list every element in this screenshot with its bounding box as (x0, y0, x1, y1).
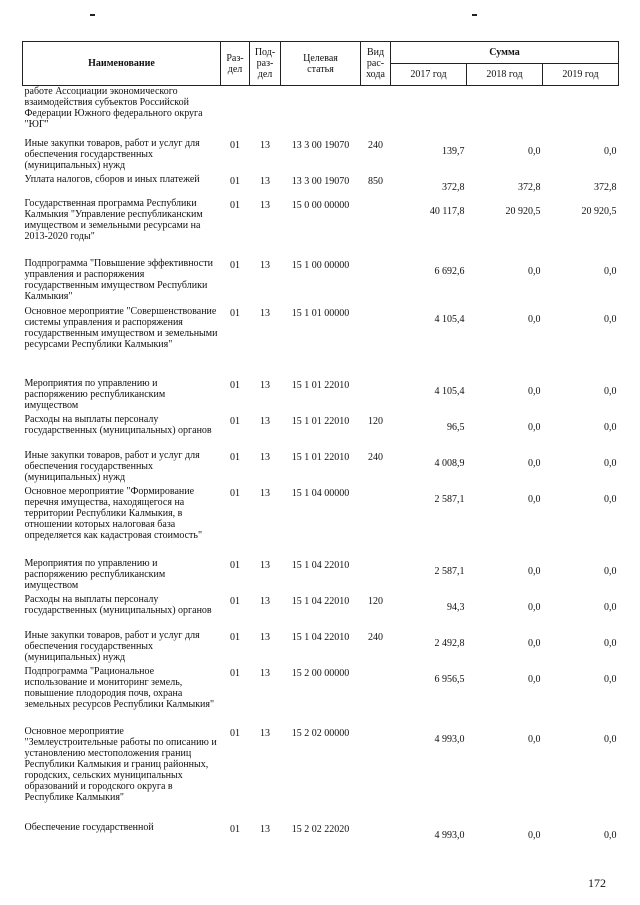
row-sum-2018: 0,0 (528, 457, 541, 469)
row-vid (361, 558, 391, 594)
row-sum-2018: 20 920,5 (505, 205, 541, 217)
row-vid (361, 822, 391, 841)
row-sum-2019: 0,0 (604, 565, 617, 577)
row-sum-2019: 0,0 (604, 313, 617, 325)
table-row (23, 486, 619, 558)
row-sum-2018: 0,0 (528, 385, 541, 397)
row-razdel: 01 (230, 415, 240, 427)
row-podrazdel: 13 (260, 451, 270, 463)
row-target: 15 2 00 00000 (291, 667, 350, 679)
row-target: 15 1 04 22010 (291, 595, 350, 607)
row-sum-2017: 2 492,8 (434, 637, 465, 649)
row-sum-2019: 0,0 (604, 601, 617, 613)
row-razdel: 01 (230, 727, 240, 739)
row-name: Иные закупки товаров, работ и услуг для обеспечения государственных (муниципальных) нужд (24, 449, 200, 483)
row-name: Расходы на выплаты персоналу государственных (муниципальных) органов (24, 413, 212, 436)
row-vid: 240 (368, 451, 383, 463)
row-podrazdel: 13 (260, 199, 270, 211)
row-podrazdel (250, 86, 281, 138)
row-vid (361, 486, 391, 558)
table-row (23, 258, 619, 306)
row-sum-2018: 0,0 (528, 421, 541, 433)
row-sum-2019: 0,0 (604, 733, 617, 745)
row-razdel (221, 86, 250, 138)
row-sum-2019: 20 920,5 (581, 205, 617, 217)
row-sum-2017: 6 956,5 (434, 673, 465, 685)
row-name: Основное мероприятие "Формирование перечня имущества, находящегося на территории Республики Калмыкия, в отношении которых налоговая база определяется как кадастровая стоимость" (24, 485, 203, 541)
row-sum-2017: 372,8 (442, 181, 465, 193)
row-sum-2019: 372,8 (594, 181, 617, 193)
row-target: 15 1 01 22010 (291, 451, 350, 463)
row-podrazdel: 13 (260, 727, 270, 739)
row-vid: 120 (368, 595, 383, 607)
table-row (23, 630, 619, 666)
row-sum-2018: 372,8 (518, 181, 541, 193)
row-vid (361, 666, 391, 726)
header-vid: Вид рас- хода (361, 42, 391, 86)
header-2017: 2017 год (391, 64, 467, 86)
row-sum-2019: 0,0 (604, 493, 617, 505)
header-razdel: Раз- дел (221, 42, 250, 86)
row-name: Обеспечение государственной (24, 821, 154, 833)
row-name: Мероприятия по управлению и распоряжению республиканским имуществом (24, 377, 166, 411)
row-name: Уплата налогов, сборов и иных платежей (24, 173, 200, 185)
row-target: 15 2 02 00000 (291, 727, 350, 739)
table-row (23, 198, 619, 258)
header-target: Целевая статья (281, 42, 361, 86)
row-sum-2017 (391, 86, 467, 138)
row-podrazdel: 13 (260, 175, 270, 187)
row-target: 15 2 02 22020 (291, 823, 350, 835)
row-sum-2018: 0,0 (528, 265, 541, 277)
row-vid (361, 306, 391, 378)
row-name: Государственная программа Республики Калмыкия "Управление республиканским имуществом и земельными ресурсами на 2013-2020 годы" (24, 197, 203, 242)
header-2018: 2018 год (467, 64, 543, 86)
row-name: Иные закупки товаров, работ и услуг для обеспечения государственных (муниципальных) нужд (24, 137, 200, 171)
row-podrazdel: 13 (260, 139, 270, 151)
row-sum-2018: 0,0 (528, 733, 541, 745)
row-sum-2017: 96,5 (447, 421, 465, 433)
row-sum-2019: 0,0 (604, 673, 617, 685)
row-sum-2017: 4 105,4 (434, 313, 465, 325)
row-sum-2019: 0,0 (604, 829, 617, 841)
row-sum-2018: 0,0 (528, 565, 541, 577)
row-sum-2018: 0,0 (528, 145, 541, 157)
row-sum-2019: 0,0 (604, 637, 617, 649)
row-podrazdel: 13 (260, 559, 270, 571)
row-target: 13 3 00 19070 (291, 139, 350, 151)
scan-mark (90, 14, 95, 16)
row-vid: 850 (368, 175, 383, 187)
row-name: Основное мероприятие "Землеустроительные работы по описанию и установлению местоположения границ Республики Калмыкия и границ районных, городских, сельских муниципальных образований и городского округа в Республике Калмыкия" (24, 725, 217, 803)
row-sum-2018: 0,0 (528, 601, 541, 613)
row-name: работе Ассоциации экономического взаимодействия субъектов Российской Федерации Южного федерального округа "ЮГ" (24, 86, 203, 130)
row-sum-2018: 0,0 (528, 829, 541, 841)
row-razdel: 01 (230, 595, 240, 607)
row-vid (361, 258, 391, 306)
row-sum-2017: 40 117,8 (429, 205, 465, 217)
row-sum-2017: 2 587,1 (434, 565, 465, 577)
row-name: Иные закупки товаров, работ и услуг для обеспечения государственных (муниципальных) нужд (24, 629, 200, 663)
row-name: Основное мероприятие "Совершенствование системы управления и распоряжения государственным имуществом и земельными ресурсами Республики Калмыкия" (24, 305, 218, 350)
header-podrazdel: Под- раз- дел (250, 42, 281, 86)
row-podrazdel: 13 (260, 823, 270, 835)
row-sum-2017: 139,7 (442, 145, 465, 157)
table-row (23, 450, 619, 486)
row-razdel: 01 (230, 667, 240, 679)
row-razdel: 01 (230, 259, 240, 271)
table-row (23, 666, 619, 726)
row-podrazdel: 13 (260, 307, 270, 319)
row-vid: 240 (368, 139, 383, 151)
table-row (23, 414, 619, 450)
row-podrazdel: 13 (260, 595, 270, 607)
row-sum-2019: 0,0 (604, 421, 617, 433)
row-razdel: 01 (230, 379, 240, 391)
row-target: 15 1 04 22010 (291, 559, 350, 571)
row-razdel: 01 (230, 559, 240, 571)
row-sum-2017: 94,3 (447, 601, 465, 613)
budget-table (22, 41, 619, 841)
row-name: Расходы на выплаты персоналу государственных (муниципальных) органов (24, 593, 212, 616)
row-sum-2017: 2 587,1 (434, 493, 465, 505)
row-target: 15 1 01 00000 (291, 307, 350, 319)
row-podrazdel: 13 (260, 415, 270, 427)
row-target: 15 1 01 22010 (291, 415, 350, 427)
table-row (23, 726, 619, 822)
row-razdel: 01 (230, 451, 240, 463)
row-target: 15 1 04 00000 (291, 487, 350, 499)
table-row (23, 138, 619, 174)
row-target: 15 1 00 00000 (291, 259, 350, 271)
row-sum-2018: 0,0 (528, 673, 541, 685)
row-razdel: 01 (230, 307, 240, 319)
row-sum-2017: 4 993,0 (434, 829, 465, 841)
row-vid (361, 86, 391, 138)
table-row (23, 558, 619, 594)
row-razdel: 01 (230, 487, 240, 499)
row-podrazdel: 13 (260, 667, 270, 679)
row-vid: 120 (368, 415, 383, 427)
row-podrazdel: 13 (260, 487, 270, 499)
row-podrazdel: 13 (260, 379, 270, 391)
table-body (23, 86, 619, 841)
row-vid (361, 726, 391, 822)
row-target: 15 1 01 22010 (291, 379, 350, 391)
header-2019: 2019 год (543, 64, 619, 86)
scan-mark (472, 14, 477, 16)
header-summa: Сумма (391, 42, 619, 64)
row-sum-2017: 4 993,0 (434, 733, 465, 745)
row-vid (361, 378, 391, 414)
row-sum-2017: 4 105,4 (434, 385, 465, 397)
row-sum-2018: 0,0 (528, 493, 541, 505)
row-podrazdel: 13 (260, 631, 270, 643)
row-target: 15 1 04 22010 (291, 631, 350, 643)
table-row (23, 822, 619, 841)
row-podrazdel: 13 (260, 259, 270, 271)
row-sum-2018: 0,0 (528, 637, 541, 649)
row-sum-2019 (543, 86, 619, 138)
row-razdel: 01 (230, 199, 240, 211)
header-name: Наименование (23, 42, 221, 86)
row-name: Мероприятия по управлению и распоряжению республиканским имуществом (24, 557, 166, 591)
row-razdel: 01 (230, 175, 240, 187)
row-target: 13 3 00 19070 (291, 175, 350, 187)
table-row (23, 174, 619, 198)
row-sum-2019: 0,0 (604, 145, 617, 157)
row-razdel: 01 (230, 631, 240, 643)
row-name: Подпрограмма "Рациональное использование и мониторинг земель, повышение плодородия почв, охрана земельных ресурсов Республики Калмыкия" (24, 665, 215, 710)
row-sum-2019: 0,0 (604, 265, 617, 277)
row-razdel: 01 (230, 139, 240, 151)
table-row (23, 594, 619, 630)
row-name: Подпрограмма "Повышение эффективности управления и распоряжения государственным имуществом Республики Калмыкия" (24, 257, 213, 302)
row-vid (361, 198, 391, 258)
table-row (23, 86, 619, 138)
row-vid: 240 (368, 631, 383, 643)
table-row (23, 378, 619, 414)
page-number: 172 (588, 876, 606, 890)
row-sum-2017: 6 692,6 (434, 265, 465, 277)
table-row (23, 306, 619, 378)
row-sum-2018: 0,0 (528, 313, 541, 325)
row-sum-2018 (467, 86, 543, 138)
row-sum-2017: 4 008,9 (434, 457, 465, 469)
row-target (281, 86, 361, 138)
row-sum-2019: 0,0 (604, 385, 617, 397)
row-target: 15 0 00 00000 (291, 199, 350, 211)
row-razdel: 01 (230, 823, 240, 835)
row-sum-2019: 0,0 (604, 457, 617, 469)
